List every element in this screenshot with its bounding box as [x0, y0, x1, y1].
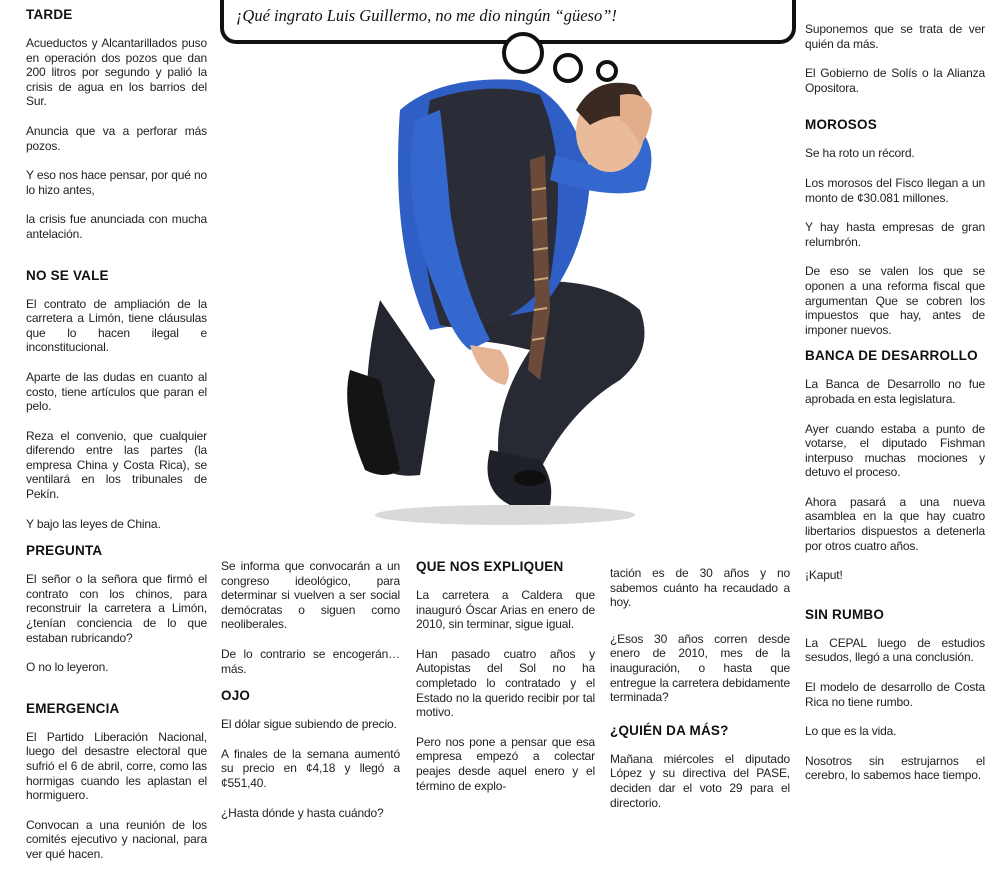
- paragraph: A finales de la semana aumentó su precio en ¢4,18 y llegó a ¢551,40.: [221, 746, 400, 790]
- column-5: [805, 22, 985, 798]
- section-heading-morosos: MOROSOS: [805, 117, 877, 133]
- section-heading-emergencia: EMERGENCIA: [26, 700, 120, 716]
- paragraph: Han pasado cuatro años y Autopistas del Sol no ha completado lo contratado y el Estado no la querido recibir por tal motivo.: [416, 646, 595, 720]
- section-heading-tarde: TARDE: [26, 7, 73, 22]
- paragraph: ¿Hasta dónde y hasta cuándo?: [221, 805, 384, 820]
- paragraph: Ayer cuando estaba a punto de votarse, el diputado Fishman interpuso muchas mociones y detuvo el proceso.: [805, 421, 985, 480]
- paragraph: ¿Esos 30 años corren desde enero de 2010, mes de la inauguración, o hasta que entregue la carretera debidamente terminada?: [610, 631, 790, 705]
- paragraph: El señor o la señora que firmó el contrato con los chinos, para reconstruir la carretera a Limón, ¿tenían conciencia de lo que estaban rubricando?: [26, 572, 207, 645]
- paragraph: O no lo leyeron.: [26, 660, 109, 675]
- paragraph: El contrato de ampliación de la carretera a Limón, tiene cláusulas que lo hacen ilegal e inconstitucional.: [26, 296, 207, 355]
- paragraph: Lo que es la vida.: [805, 724, 897, 739]
- paragraph: Convocan a una reunión de los comités ejecutivo y nacional, para ver qué hacen.: [26, 817, 207, 861]
- paragraph: El Partido Liberación Nacional, luego del desastre electoral que sufrió el 6 de abril, corre, como las hormigas cuando les aplastan el hormiguero.: [26, 729, 207, 803]
- paragraph: Reza el convenio, que cualquier diferendo entre las partes (la empresa China y Costa Rica), se ventilará en los tribunales de Pekín.: [26, 428, 207, 502]
- section-heading-ojo: OJO: [221, 688, 251, 704]
- section-heading-que-nos-expliquen: QUE NOS EXPLIQUEN: [416, 559, 564, 574]
- paragraph: Aparte de las dudas en cuanto al costo, tiene artículos que paran el pelo.: [26, 369, 207, 414]
- paragraph: El modelo de desarrollo de Costa Rica no tiene rumbo.: [805, 680, 985, 709]
- paragraph: Pero nos pone a pensar que esa empresa empezó a colectar peajes desde aquel enero y el término de explo-: [416, 734, 595, 793]
- paragraph: Acueductos y Alcantarillados puso en operación dos pozos que dan 200 litros por segundo y palió la crisis de agua en los barrios del Sur.: [26, 36, 207, 109]
- paragraph: Ahora pasará a una nueva asamblea en la que hay cuatro libertarios dispuestos a detenerla por otros cuatro años.: [805, 494, 985, 553]
- paragraph: Se informa que convocarán a un congreso ideológico, para determinar si vuelven a ser social demócratas o siguen como neoliberales.: [221, 559, 400, 632]
- paragraph: El dólar sigue subiendo de precio.: [221, 717, 397, 732]
- paragraph: Anuncia que va a perforar más pozos.: [26, 123, 207, 153]
- section-heading-sin-rumbo: SIN RUMBO: [805, 606, 885, 622]
- section-heading-pregunta: PREGUNTA: [26, 543, 103, 559]
- section-heading-quien-da-mas: ¿QUIÉN DA MÁS?: [610, 722, 729, 738]
- photo-distressed-man: [340, 50, 660, 530]
- paragraph: De eso se valen los que se oponen a una reforma fiscal que argumentan Que se cobren los impuestos que hay, antes de imponer nuevos.: [805, 264, 985, 337]
- paragraph: Se ha roto un récord.: [805, 146, 915, 161]
- paragraph: tación es de 30 años y no sabemos cuánto ha recaudado a hoy.: [610, 566, 790, 610]
- paragraph: Nosotros sin estrujarnos el cerebro, lo sabemos hace tiempo.: [805, 753, 985, 783]
- column-1: [26, 7, 207, 877]
- column-2: [221, 559, 400, 835]
- paragraph: Y hay hasta empresas de gran relumbrón.: [805, 220, 985, 249]
- section-heading-no-se-vale: NO SE VALE: [26, 267, 109, 283]
- paragraph: La carretera a Caldera que inauguró Óscar Arias en enero de 2010, sin terminar, sigue igual.: [416, 588, 595, 632]
- column-4: [610, 566, 790, 825]
- paragraph: Y bajo las leyes de China.: [26, 516, 161, 531]
- paragraph: La Banca de Desarrollo no fue aprobada en esta legislatura.: [805, 377, 985, 406]
- section-heading-banca-de-desarrollo: BANCA DE DESARROLLO: [805, 348, 978, 364]
- paragraph: Y eso nos hace pensar, por qué no lo hizo antes,: [26, 168, 207, 197]
- paragraph: Suponemos que se trata de ver quién da más.: [805, 22, 985, 51]
- column-3: [416, 559, 595, 808]
- paragraph: La CEPAL luego de estudios sesudos, llegó a una conclusión.: [805, 635, 985, 665]
- paragraph: Los morosos del Fisco llegan a un monto de ¢30.081 millones.: [805, 175, 985, 205]
- paragraph: ¡Kaput!: [805, 568, 843, 583]
- paragraph: De lo contrario se encogerán…más.: [221, 646, 400, 676]
- paragraph: Mañana miércoles el diputado López y su directiva del PASE, deciden dar el voto 29 para el directorio.: [610, 751, 790, 810]
- photo-caption: ¡Qué ingrato Luis Guillermo, no me dio ningún “güeso”!: [236, 6, 617, 25]
- paragraph: El Gobierno de Solís o la Alianza Opositora.: [805, 66, 985, 95]
- paragraph: la crisis fue anunciada con mucha antelación.: [26, 212, 207, 241]
